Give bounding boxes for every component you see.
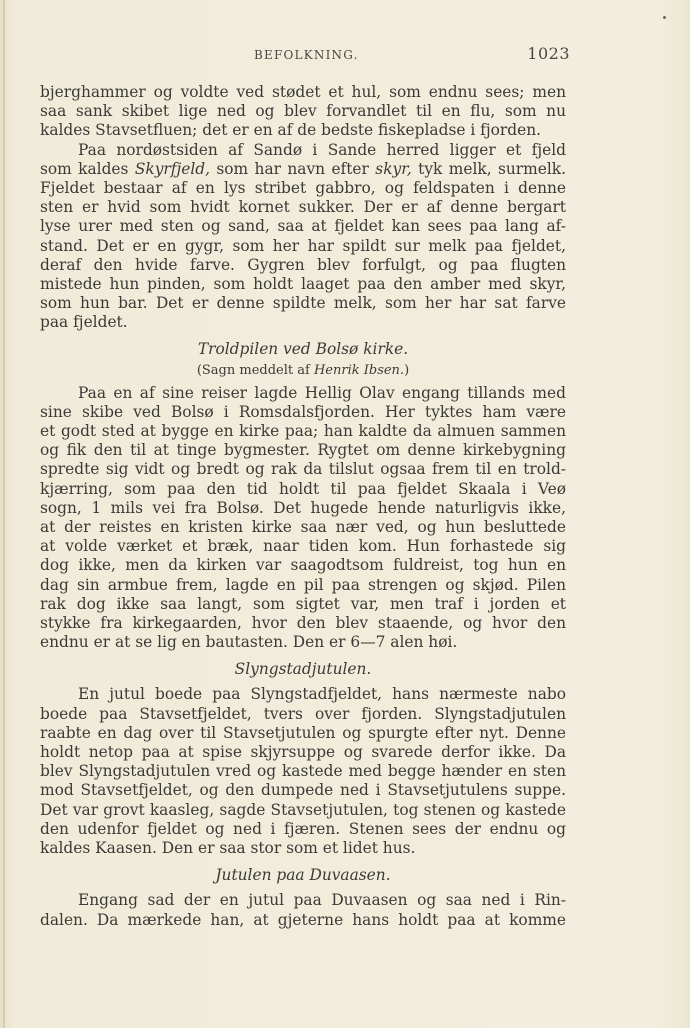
page-binding-edge [3, 0, 5, 1028]
text-line: holdt netop paa at spise skjyrsuppe og svarede derfor ikke. Da [40, 743, 566, 761]
page-header [40, 44, 570, 68]
text-line: som kaldes Skyrfjeld, som har navn efter skyr, tyk melk, surmelk. [40, 159, 566, 178]
running-head: BEFOLKNING. [254, 48, 359, 62]
text-line: En jutul boede paa Slyngstadfjeldet, hans nærmeste nabo [78, 685, 566, 704]
text-line: paa fjeldet. [40, 313, 128, 332]
text-line: Det var grovt kaasleg, sagde Stavsetjutulen, tog stenen og kastede [40, 800, 566, 819]
text-line: lyse urer med sten og sand, saa at fjeldet kan sees paa lang af- [40, 217, 566, 236]
text-line: og fik den til at tinge bygmester. Rygtet om denne kirkebygning [40, 441, 566, 460]
text-line: sogn, 1 mils vei fra Bolsø. Det hugede hende naturligvis ikke, [40, 498, 566, 517]
text-line: Paa nordøstsiden af Sandø i Sande herred ligger et fjeld [78, 140, 566, 159]
text-line: saa sank skibet lige ned og blev forvandlet til en flu, som nu [40, 102, 566, 121]
section-continuation [40, 83, 566, 332]
text-line: blev Slyngstadjutulen vred og kastede med begge hænder en sten [40, 762, 566, 781]
section-slyngstadjutulen [40, 660, 566, 858]
text-line: boede paa Stavsetfjeldet, tvers over fjorden. Slyngstadjutulen [40, 704, 566, 723]
section-title: Slyngstadjutulen. [234, 660, 372, 679]
text-line: mistede hun pinden, som holdt laaget paa den amber med skyr, [40, 274, 566, 293]
text-line: dalen. Da mærkede han, at gjeterne hans holdt paa at komme [40, 910, 566, 929]
text-line: deraf den hvide farve. Gygren blev forfulgt, og paa flugten [40, 255, 566, 274]
body-text [40, 83, 566, 930]
section-title: Jutulen paa Duvaasen. [215, 866, 391, 885]
text-line: den udenfor fjeldet og ned i fjæren. Stenen sees der endnu og [40, 819, 566, 838]
source-name: Henrik Ibsen. [313, 362, 405, 378]
corner-mark [663, 16, 666, 19]
text-line: sten er hvid som hvidt kornet sukker. Der er af denne bergart [40, 198, 566, 217]
text-line: endnu er at se lig en bautasten. Den er 6—7 alen høi. [40, 633, 458, 652]
text-line: kjærring, som paa den tid holdt til paa fjeldet Skaala i Veø [40, 479, 566, 498]
italic-term: Skyrfjeld, [134, 159, 210, 178]
text-line: Paa en af sine reiser lagde Hellig Olav engang tillands med [78, 383, 566, 402]
text-line: at volde værket et bræk, naar tiden kom. Hun forhastede sig [40, 537, 566, 556]
text-line: at der reistes en kristen kirke saa nær ved, og hun besluttede [40, 517, 566, 536]
text-line: spredte sig vidt og bredt og rak da tilslut ogsaa frem til en trold- [40, 460, 566, 479]
section-title: Troldpilen ved Bolsø kirke. [197, 340, 409, 359]
page-number: 1023 [527, 44, 570, 63]
text-line: rak dog ikke saa langt, som sigtet var, men traf i jorden et [40, 594, 566, 613]
text-line: raabte en dag over til Stavsetjutulen og spurgte efter nyt. Denne [40, 723, 566, 742]
text-line: kaldes Stavsetfluen; det er en af de bedste fiskepladse i fjorden. [40, 121, 542, 140]
text-line: sine skibe ved Bolsø i Romsdalsfjorden. Her tyktes ham være [40, 402, 566, 421]
text-line: som hun bar. Det er denne spildte melk, som her har sat farve [40, 294, 566, 313]
text-line: kaldes Kaasen. Den er saa stor som et lidet hus. [40, 838, 416, 857]
section-troldpilen [40, 340, 566, 652]
text-line: bjerghammer og voldte ved stødet et hul, som endnu sees; men [40, 83, 566, 101]
text-line: stand. Det er en gygr, som her har spildt sur melk paa fjeldet, [40, 236, 566, 255]
text-line: et godt sted at bygge en kirke paa; han kaldte da almuen sammen [40, 422, 566, 440]
text-line: Engang sad der en jutul paa Duvaasen og saa ned i Rin- [78, 891, 566, 910]
text-line: dog ikke, men da kirken var saagodtsom fuldreist, tog hun en [40, 556, 566, 575]
section-source: (Sagn meddelt af Henrik Ibsen.) [196, 362, 410, 378]
text-line: Fjeldet bestaar af en lys stribet gabbro, og feldspaten i denne [40, 178, 566, 197]
section-jutulen-paa-duvaasen [40, 866, 566, 930]
text-line: dag sin armbue frem, lagde en pil paa strengen og skjød. Pilen [40, 575, 566, 594]
text-line: mod Stavsetfjeldet, og den dumpede ned i Stavsetjutulens suppe. [40, 781, 566, 800]
italic-term: skyr, [375, 159, 412, 178]
text-line: stykke fra kirkegaarden, hvor den blev staaende, og hvor den [40, 613, 566, 632]
